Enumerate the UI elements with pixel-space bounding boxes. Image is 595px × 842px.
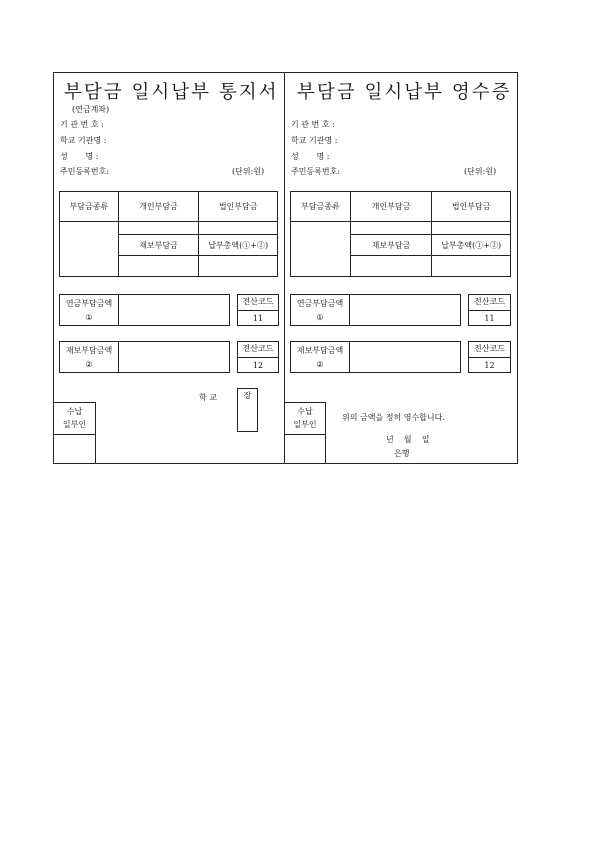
receipt-disaster-amount-box [290, 341, 461, 373]
table-header-type: 부담금종류 [291, 192, 351, 222]
table-header-corporate: 법인부담금 [199, 192, 278, 222]
notice-code-label-1: 전산코드 [242, 297, 274, 306]
receipt-info-school-name: 학교 기관명 : [291, 136, 338, 145]
table-header-personal: 개인부담금 [118, 192, 199, 222]
receipt-title: 부담금 일시납부 영수증 [297, 82, 512, 103]
receipt-code-label-1: 전산코드 [474, 297, 505, 306]
table-label-total: 납부총액(①+②) [432, 235, 511, 256]
table-header-type: 부담금종류 [60, 192, 119, 222]
table-header-corporate: 법인부담금 [432, 192, 511, 222]
notice-code-value-2: 12 [252, 361, 264, 370]
table-cell [199, 222, 278, 235]
notice-unit: (단위:원) [232, 167, 265, 176]
table-cell [199, 256, 278, 277]
table-cell [350, 256, 432, 277]
table-cell [432, 222, 511, 235]
receipt-pension-amount-box [290, 294, 461, 326]
receipt-pension-label: 연금부담금액 [296, 299, 344, 308]
table-label-disaster: 재보부담금 [118, 235, 199, 256]
receipt-info-name: 성 명 : [291, 152, 330, 161]
notice-pension-mark: ① [85, 313, 93, 322]
table-cell-type-body [291, 222, 351, 277]
table-label-disaster: 재보부담금 [350, 235, 432, 256]
notice-pension-amount-box [59, 294, 230, 326]
box-divider [54, 434, 95, 435]
notice-info-resident-number: 주민등록번호: [60, 167, 110, 176]
receipt-code-box-2 [468, 341, 511, 373]
notice-code-box-1 [237, 294, 279, 326]
notice-seal-box [237, 388, 258, 432]
receipt-info-resident-number: 주민등록번호: [291, 167, 341, 176]
notice-info-name: 성 명 : [60, 152, 99, 161]
receipt-info-org-number: 기 관 번 호 : [291, 120, 335, 129]
box-divider [469, 357, 510, 358]
notice-receipt-label-2: 일부인 [62, 420, 87, 429]
receipt-unit: (단위:원) [464, 167, 497, 176]
table-cell [118, 256, 199, 277]
notice-info-school-name: 학교 기관명 : [60, 136, 107, 145]
table-cell [118, 222, 199, 235]
notice-disaster-amount-box [59, 341, 230, 373]
box-divider [118, 295, 119, 325]
receipt-confirm-text: 위의 금액을 정히 영수합니다. [342, 413, 445, 422]
receipt-contribution-table [290, 191, 511, 277]
notice-receipt-label-1: 수납 [66, 407, 83, 416]
notice-subtitle: (연금계좌) [72, 105, 110, 114]
notice-code-label-2: 전산코드 [242, 344, 274, 353]
receipt-receipt-stamp-box [284, 402, 326, 464]
notice-disaster-label: 재보부담금액 [65, 346, 113, 355]
receipt-code-label-2: 전산코드 [474, 344, 505, 353]
box-divider [349, 295, 350, 325]
notice-seal-label: 장 [243, 391, 252, 400]
table-cell-type-body [60, 222, 119, 277]
notice-receipt-stamp-box [53, 402, 96, 464]
receipt-bank-text: 은행 [394, 449, 410, 458]
table-cell [432, 256, 511, 277]
receipt-disaster-mark: ② [316, 360, 324, 369]
box-divider [238, 357, 278, 358]
receipt-code-value-2: 12 [484, 361, 495, 370]
notice-school-label: 학 교 [199, 393, 217, 402]
notice-contribution-table [59, 191, 278, 277]
receipt-code-value-1: 11 [484, 314, 495, 323]
box-divider [285, 434, 325, 435]
notice-pension-label: 연금부담금액 [65, 299, 113, 308]
receipt-receipt-label-1: 수납 [297, 407, 313, 416]
receipt-pension-mark: ① [316, 313, 324, 322]
table-label-total: 납부총액(①+②) [199, 235, 278, 256]
notice-title: 부담금 일시납부 통지서 [64, 82, 279, 103]
notice-code-value-1: 11 [252, 314, 264, 323]
receipt-code-box-1 [468, 294, 511, 326]
box-divider [469, 310, 510, 311]
receipt-receipt-label-2: 일부인 [293, 420, 317, 429]
box-divider [238, 310, 278, 311]
notice-code-box-2 [237, 341, 279, 373]
receipt-date-text: 년 월 일 [386, 435, 430, 444]
box-divider [118, 342, 119, 372]
box-divider [349, 342, 350, 372]
notice-info-org-number: 기 관 번 호 : [60, 120, 104, 129]
table-cell [350, 222, 432, 235]
receipt-disaster-label: 재보부담금액 [296, 346, 344, 355]
table-header-personal: 개인부담금 [350, 192, 432, 222]
notice-disaster-mark: ② [85, 360, 93, 369]
